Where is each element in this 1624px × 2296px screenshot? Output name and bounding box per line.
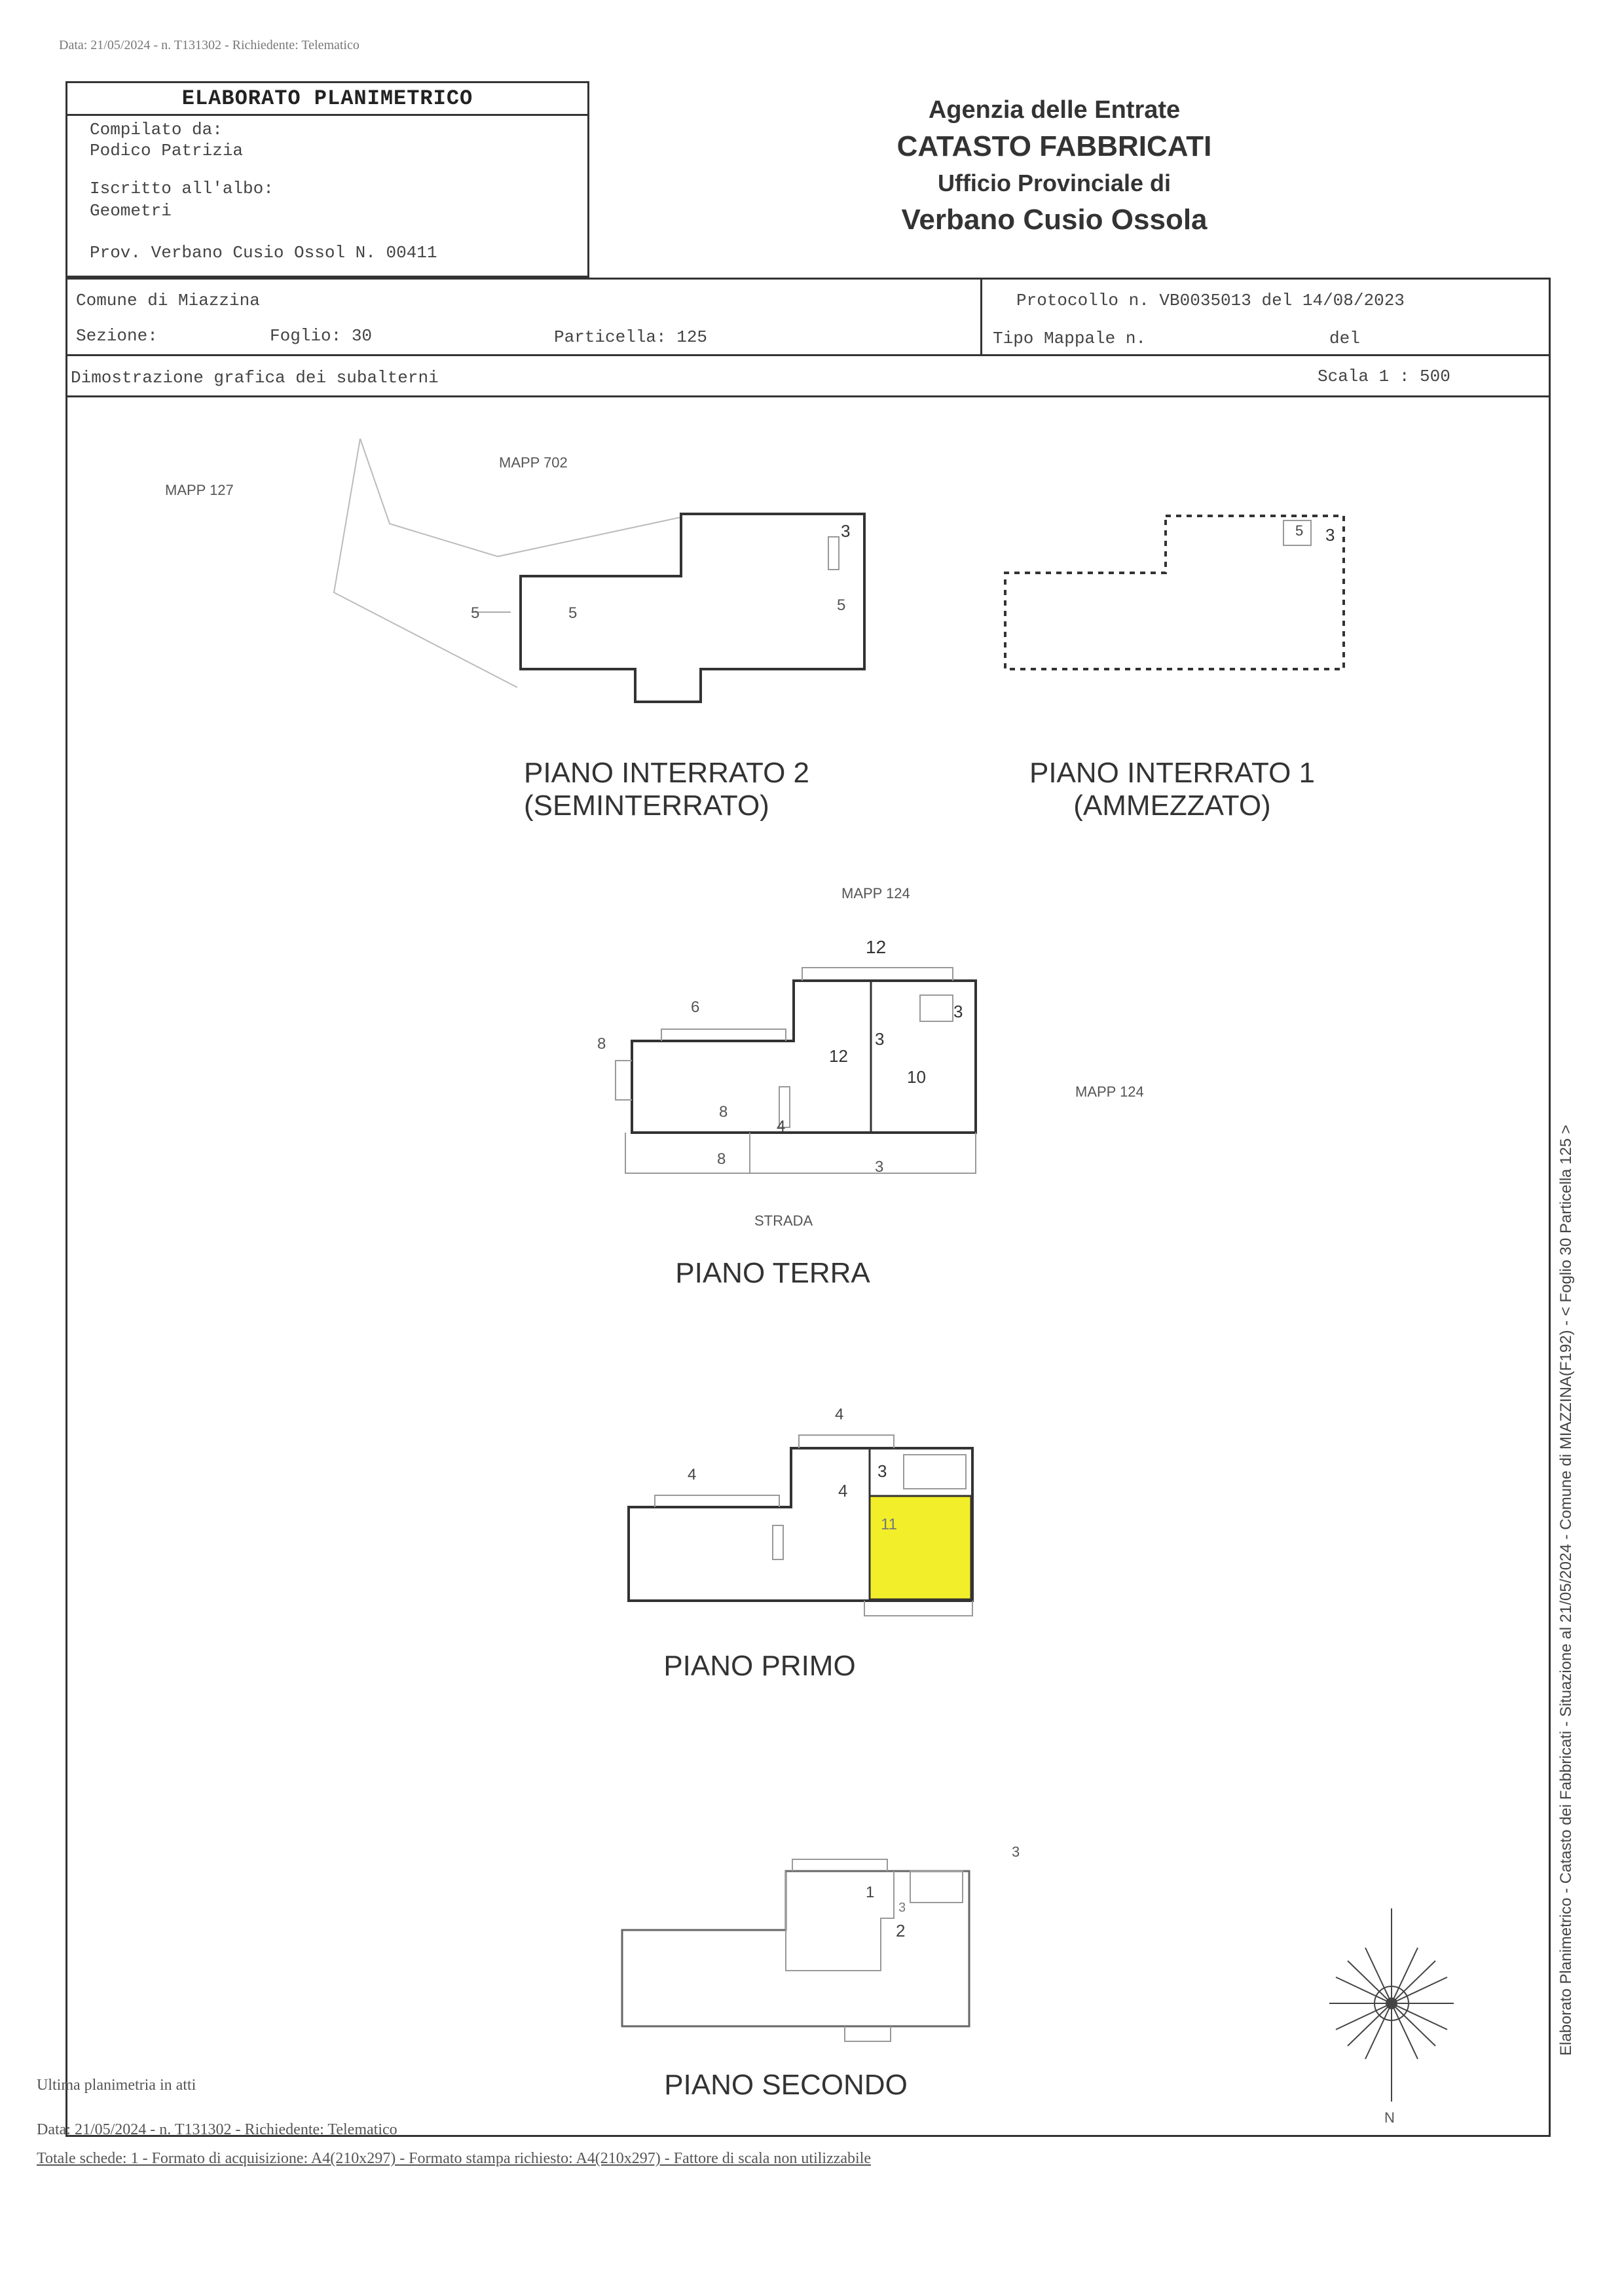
sub-t-4: 4	[777, 1118, 786, 1135]
sub-t-3bot: 3	[875, 1158, 884, 1176]
scale-label: Scala 1 : 500	[1318, 367, 1450, 386]
iscritto-label: Iscritto all'albo:	[90, 179, 274, 198]
compilato-label: Compilato da:	[90, 120, 223, 139]
albo-value: Geometri	[90, 201, 172, 221]
sub-t-8left: 8	[597, 1035, 606, 1053]
highlighted-unit-11	[870, 1496, 971, 1599]
ultima-planimetria: Ultima planimetria in atti	[37, 2077, 196, 2094]
side-vertical-text: Elaborato Planimetrico - Catasto dei Fabbricati - Situazione al 21/05/2024 - Comune di MIAZZINA(F192) - < Foglio 30 Particella 125 >	[1557, 1124, 1575, 2056]
north-label: N	[1384, 2109, 1395, 2126]
plan-title-interrato-2-line1: PIANO INTERRATO 2	[524, 757, 810, 789]
del-field: del	[1329, 329, 1360, 348]
compass-rose-icon	[1329, 1908, 1454, 2102]
sub-i1-b: 3	[1325, 525, 1335, 545]
footer-totale: Totale schede: 1 - Formato di acquisizione: A4(210x297) - Formato stampa richiesto: A4(210x297) - Fattore di scala non utilizzabile	[37, 2150, 872, 2167]
particella-field: Particella: 125	[554, 327, 708, 347]
plan-title-interrato-1	[1008, 757, 1336, 822]
sub-p-4left: 4	[688, 1466, 697, 1484]
sub-s-1: 1	[866, 1884, 875, 1901]
plan-interrato-2	[334, 439, 864, 702]
plan-title-secondo: PIANO SECONDO	[664, 2069, 908, 2101]
sub-t-12: 12	[829, 1046, 848, 1066]
sub-s-3: 3	[1012, 1844, 1020, 1860]
mapp-124-top-label: MAPP 124	[841, 885, 910, 902]
mapp-124-right-label: MAPP 124	[1075, 1084, 1144, 1100]
sub-p-4top: 4	[835, 1406, 844, 1423]
plan-title-primo: PIANO PRIMO	[663, 1650, 856, 1682]
sezione-field: Sezione:	[76, 326, 158, 346]
plan-title-terra: PIANO TERRA	[675, 1257, 870, 1289]
sub-t-6: 6	[691, 998, 700, 1016]
plan-title-interrato-2-line2: (SEMINTERRATO)	[524, 790, 769, 822]
dimostrazione-label: Dimostrazione grafica dei subalterni	[71, 368, 439, 388]
elaborato-title: ELABORATO PLANIMETRICO	[67, 83, 587, 116]
sub-t-8bot: 8	[717, 1150, 726, 1168]
sub-s-3b: 3	[898, 1901, 906, 1915]
sub-p-3: 3	[877, 1461, 887, 1481]
strada-label: STRADA	[754, 1212, 813, 1229]
comune-field: Comune di Miazzina	[76, 291, 260, 310]
sub-t-3b: 3	[953, 1002, 963, 1021]
sub-i2-d: 3	[841, 521, 851, 541]
sub-s-2: 2	[896, 1921, 906, 1941]
foglio-field: Foglio: 30	[270, 326, 373, 346]
sub-p-4: 4	[838, 1481, 848, 1501]
mapp-702-label: MAPP 702	[499, 454, 568, 471]
sub-i2-c: 5	[837, 596, 846, 614]
footer-data: Data: 21/05/2024 - n. T131302 - Richiedente: Telematico	[37, 2121, 397, 2138]
sub-i1-a: 5	[1295, 522, 1304, 539]
compilato-name: Podico Patrizia	[90, 141, 244, 160]
request-header: Data: 21/05/2024 - n. T131302 - Richiedente: Telematico	[59, 38, 360, 52]
sub-t-3a: 3	[875, 1029, 885, 1049]
plan-secondo	[622, 1859, 969, 2041]
agency-line2: CATASTO FABBRICATI	[896, 130, 1212, 162]
plan-title-interrato-1-line2: (AMMEZZATO)	[1073, 790, 1271, 822]
prov-line: Prov. Verbano Cusio Ossol N. 00411	[90, 243, 437, 263]
sub-t-12top: 12	[866, 937, 887, 957]
agency-line1: Agenzia delle Entrate	[928, 96, 1181, 124]
protocollo-field: Protocollo n. VB0035013 del 14/08/2023	[1016, 291, 1405, 310]
plan-interrato-1	[1005, 516, 1344, 669]
mapp-127-label: MAPP 127	[165, 482, 234, 498]
agency-line3: Ufficio Provinciale di	[937, 170, 1172, 196]
sub-i2-b: 5	[568, 604, 578, 622]
sub-t-10: 10	[907, 1067, 926, 1087]
sub-i2-a: 5	[471, 604, 480, 622]
agency-line4: Verbano Cusio Ossola	[901, 204, 1208, 236]
plan-title-interrato-1-line1: PIANO INTERRATO 1	[1029, 757, 1315, 789]
sub-p-11: 11	[881, 1516, 897, 1533]
sub-t-8: 8	[719, 1103, 728, 1121]
tipo-mappale-field: Tipo Mappale n.	[993, 329, 1147, 348]
plan-title-interrato-2	[524, 757, 832, 822]
